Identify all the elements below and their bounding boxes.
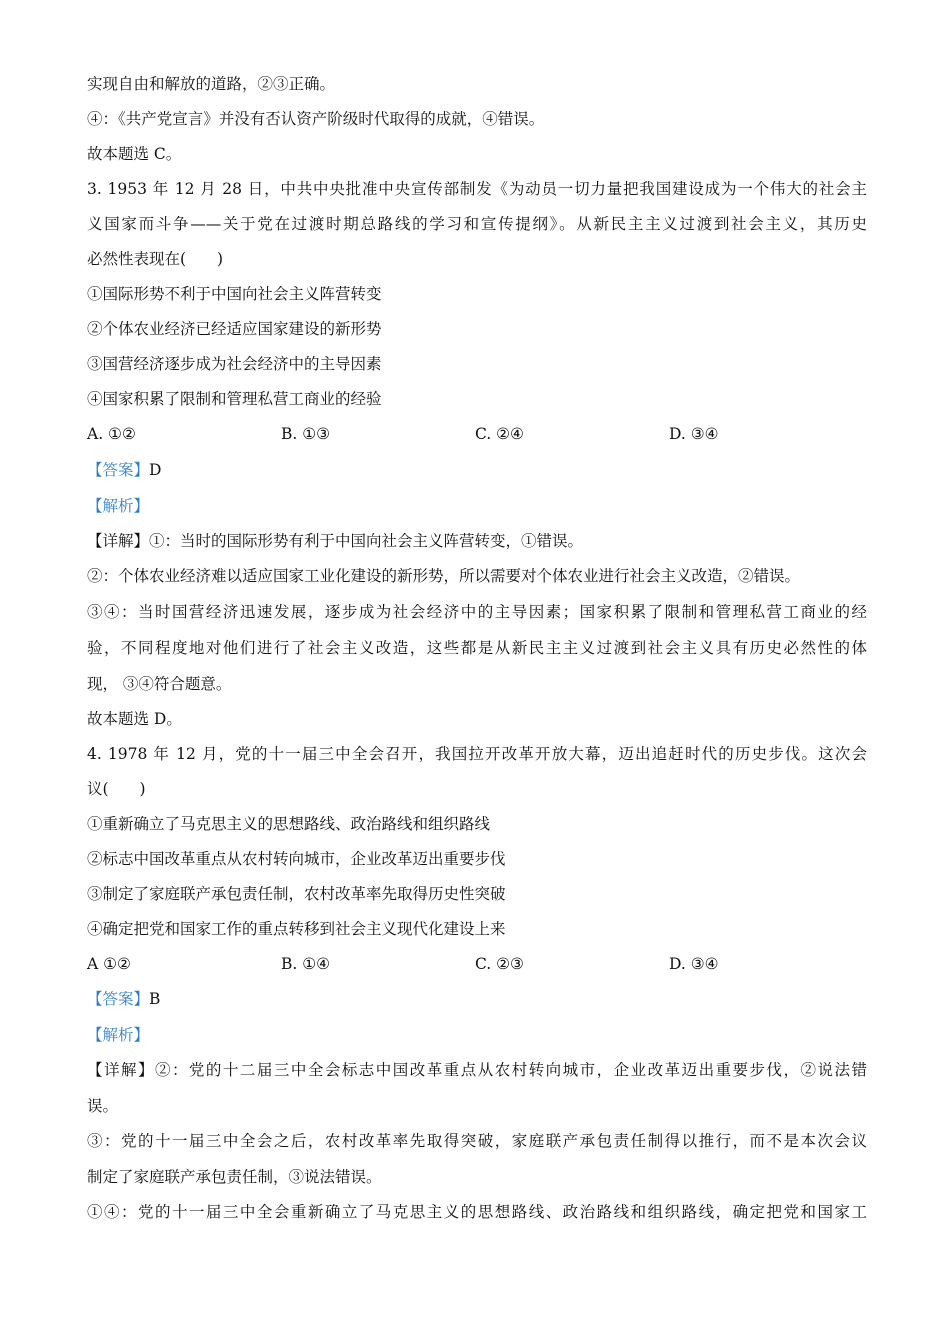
analysis-label: 【解析】 (87, 497, 150, 515)
option-d: D. ③④ (669, 955, 719, 973)
detail-text: ②：党的十二届三中全会标志中国改革重点从农村转向城市，企业改革迈出重要步伐，②说法错 (154, 1061, 867, 1079)
option-b: B. ①③ (281, 425, 331, 443)
question-3-statement: ③国营经济逐步成为社会经济中的主导因素 (87, 355, 382, 373)
detail-tag: 【详解】 (87, 1061, 155, 1079)
text-line: 实现自由和解放的道路，②③正确。 (87, 75, 336, 93)
detail-line: ②：个体农业经济难以适应国家工业化建设的新形势，所以需要对个体农业进行社会主义改造，②错误。 (87, 567, 801, 585)
answer-tag: 【答案】 (87, 461, 150, 479)
question-4-statement: ①重新确立了马克思主义的思想路线、政治路线和组织路线 (87, 815, 491, 833)
detail-line (87, 529, 867, 553)
detail-line: 现， ③④符合题意。 (87, 675, 232, 693)
question-4-options (87, 952, 867, 976)
answer-value: B (149, 990, 161, 1008)
option-c: C. ②④ (475, 425, 524, 443)
analysis-label: 【解析】 (87, 1026, 150, 1044)
question-3-statement: ④国家积累了限制和管理私营工商业的经验 (87, 390, 382, 408)
detail-line: ③④：当时国营经济迅速发展，逐步成为社会经济中的主导因素；国家积累了限制和管理私营工商业的经 (87, 603, 867, 621)
question-3-options (87, 422, 867, 446)
detail-text: ①：当时的国际形势有利于中国向社会主义阵营转变，①错误。 (149, 532, 584, 550)
analysis-tag (87, 494, 867, 518)
detail-line: ③：党的十一届三中全会之后，农村改革率先取得突破，家庭联产承包责任制得以推行，而不是本次会议 (87, 1132, 867, 1150)
text-line: 故本题选 D。 (87, 710, 182, 728)
question-4-stem: 4. 1978 年 12 月，党的十一届三中全会召开，我国拉开改革开放大幕，迈出追赶时代的历史步伐。这次会 (87, 745, 867, 763)
option-c: C. ②③ (475, 955, 524, 973)
question-4-stem: 议( ) (87, 780, 146, 798)
answer-value: D (149, 461, 162, 479)
question-4-statement: ②标志中国改革重点从农村转向城市，企业改革迈出重要步伐 (87, 850, 506, 868)
question-4-statement: ③制定了家庭联产承包责任制，农村改革率先取得历史性突破 (87, 885, 506, 903)
text-line: ④：《共产党宣言》并没有否认资产阶级时代取得的成就，④错误。 (87, 110, 545, 128)
question-3-statement: ①国际形势不利于中国向社会主义阵营转变 (87, 285, 382, 303)
option-d: D. ③④ (669, 425, 719, 443)
question-3-stem: 3. 1953 年 12 月 28 日，中共中央批准中央宣传部制发《为动员一切力量把我国建设成为一个伟大的社会主 (87, 180, 867, 198)
question-4-statement: ④确定把党和国家工作的重点转移到社会主义现代化建设上来 (87, 920, 506, 938)
detail-line: ①④：党的十一届三中全会重新确立了马克思主义的思想路线、政治路线和组织路线，确定把党和国家工 (87, 1203, 867, 1221)
answer-tag: 【答案】 (87, 990, 150, 1008)
text-line: 故本题选 C。 (87, 145, 182, 163)
option-a: A. ①② (87, 425, 136, 443)
question-3-statement: ②个体农业经济已经适应国家建设的新形势 (87, 320, 382, 338)
option-a: A ①② (87, 955, 131, 973)
detail-tag: 【详解】 (87, 532, 150, 550)
detail-line: 误。 (87, 1097, 119, 1115)
detail-line (87, 1058, 867, 1082)
question-4-answer (87, 987, 867, 1011)
detail-line: 制定了家庭联产承包责任制，③说法错误。 (87, 1168, 382, 1186)
analysis-tag (87, 1023, 867, 1047)
question-3-stem: 义国家而斗争——关于党在过渡时期总路线的学习和宣传提纲》。从新民主主义过渡到社会主义，其历史 (87, 215, 867, 233)
detail-line: 验，不同程度地对他们进行了社会主义改造，这些都是从新民主主义过渡到社会主义具有历史必然性的体 (87, 639, 867, 657)
question-3-stem: 必然性表现在( ) (87, 250, 224, 268)
option-b: B. ①④ (281, 955, 331, 973)
question-3-answer (87, 458, 867, 482)
